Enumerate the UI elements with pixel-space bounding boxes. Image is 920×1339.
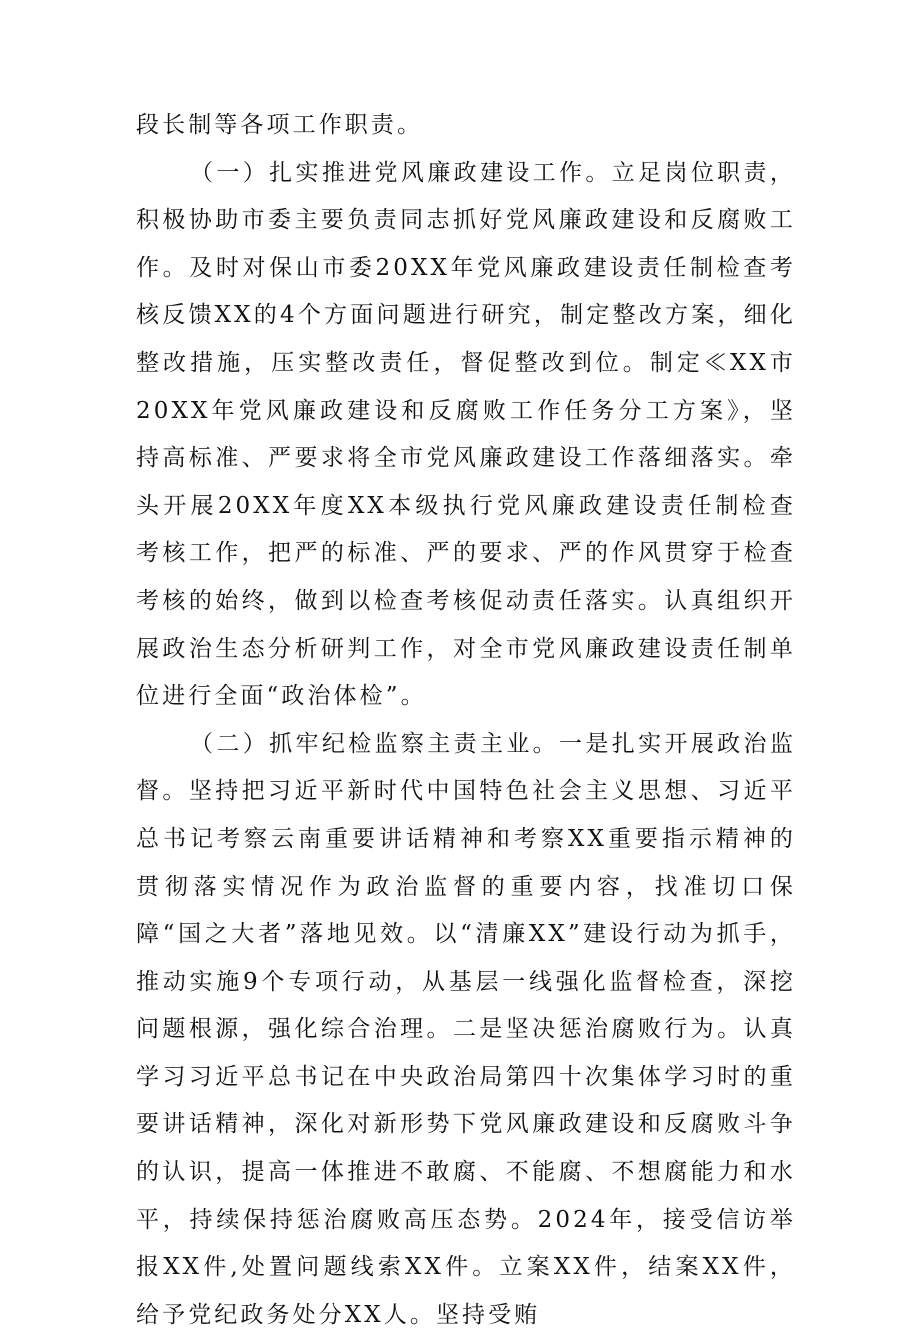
paragraph-section-one: （一）扎实推进党风廉政建设工作。立足岗位职责，积极协助市委主要负责同志抓好党风廉政建设和反腐败工作。及时对保山市委20XX年党风廉政建设责任制检查考核反馈XX的4个方面问题进行研究，制定整改方案，细化整改措施，压实整改责任，督促整改到位。制定≪XX市20XX年党风廉政建设和反腐败工作任务分工方案》，坚持高标准、严要求将全市党风廉政建设工作落细落实。牵头开展20XX年度XX本级执行党风廉政建设责任制检查考核工作，把严的标准、严的要求、严的作风贯穿于检查考核的始终，做到以检查考核促动责任落实。认真组织开展政治生态分析研判工作，对全市党风廉政建设责任制单位进行全面“政治体检”。 — [136, 159, 796, 710]
document-body — [136, 102, 796, 1339]
paragraph-section-two: （二）抓牢纪检监察主责主业。一是扎实开展政治监督。坚持把习近平新时代中国特色社会主义思想、习近平总书记考察云南重要讲话精神和考察XX重要指示精神的贯彻落实情况作为政治监督的重要内容，找准切口保障“国之大者”落地见效。以“清廉XX”建设行动为抓手，推动实施9个专项行动，从基层一线强化监督检查，深挖问题根源，强化综合治理。二是坚决惩治腐败行为。认真学习习近平总书记在中央政治局第四十次集体学习时的重要讲话精神，深化对新形势下党风廉政建设和反腐败斗争的认识，提高一体推进不敢腐、不能腐、不想腐能力和水平，持续保持惩治腐败高压态势。2024年，接受信访举报XX件,处置问题线索XX件。立案XX件，结案XX件，给予党纪政务处分XX人。坚持受贿 — [136, 730, 796, 1328]
paragraph-continuation: 段长制等各项工作职责。 — [136, 112, 424, 138]
